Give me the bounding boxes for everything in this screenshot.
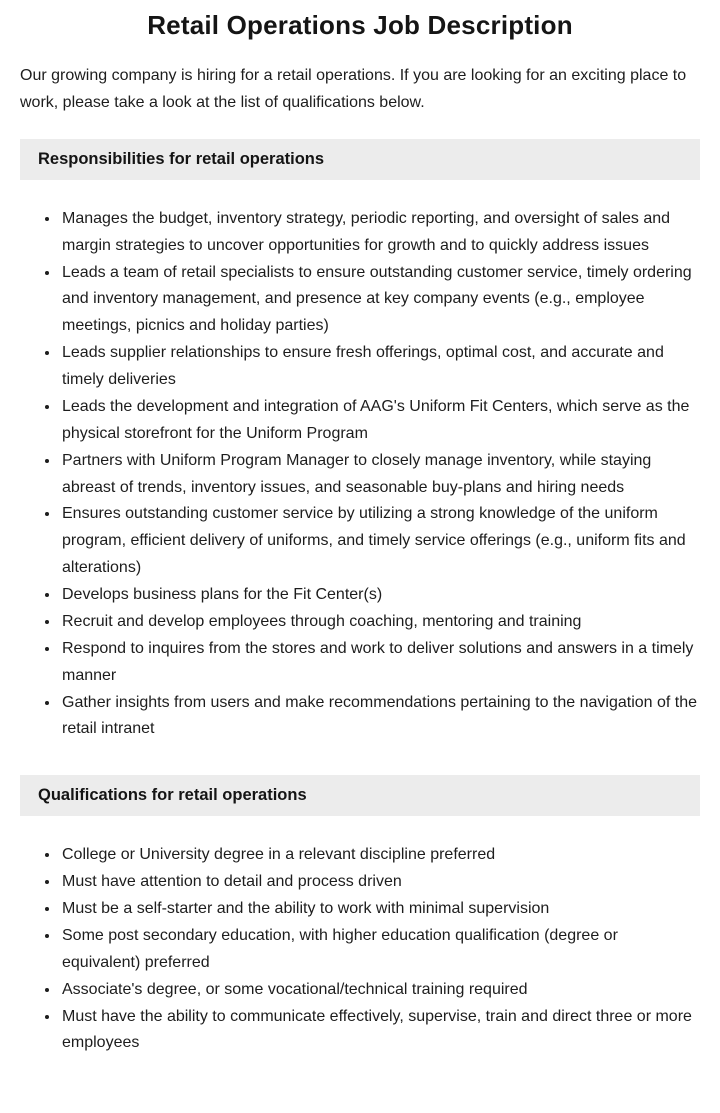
qualifications-section-header: Qualifications for retail operations [20, 775, 700, 816]
list-item: • Must be a self-starter and the ability to work with minimal supervision [60, 896, 700, 923]
responsibilities-section-header: Responsibilities for retail operations [20, 139, 700, 180]
list-item: • Associate's degree, or some vocational/technical training required [60, 977, 700, 1004]
list-item: • Must have attention to detail and process driven [60, 869, 700, 896]
qualifications-list [20, 842, 700, 1057]
list-item: • College or University degree in a relevant discipline preferred [60, 842, 700, 869]
page-title: Retail Operations Job Description [147, 10, 573, 40]
intro-text: Our growing company is hiring for a retail operations. If you are looking for an exciting place to work, please take a look at the list of qualifications below. [20, 67, 687, 111]
list-item: • Respond to inquires from the stores and work to deliver solutions and answers in a timely manner [60, 636, 700, 690]
list-item: • Leads supplier relationships to ensure fresh offerings, optimal cost, and accurate and timely deliveries [60, 340, 700, 394]
list-item: • Must have the ability to communicate effectively, supervise, train and direct three or more employees [60, 1004, 700, 1058]
responsibilities-list [20, 206, 700, 744]
list-item: • Recruit and develop employees through coaching, mentoring and training [60, 609, 700, 636]
list-item: • Ensures outstanding customer service by utilizing a strong knowledge of the uniform program, efficient delivery of uniforms, and timely service offerings (e.g., uniform fits and alterations) [60, 501, 700, 582]
list-item: • Gather insights from users and make recommendations pertaining to the navigation of the retail intranet [60, 690, 700, 744]
list-item: • Develops business plans for the Fit Center(s) [60, 582, 700, 609]
list-item: • Some post secondary education, with higher education qualification (degree or equivalent) preferred [60, 923, 700, 977]
list-item: • Leads the development and integration of AAG's Uniform Fit Centers, which serve as the physical storefront for the Uniform Program [60, 394, 700, 448]
list-item: • Manages the budget, inventory strategy, periodic reporting, and oversight of sales and margin strategies to uncover opportunities for growth and to quickly address issues [60, 206, 700, 260]
list-item: • Partners with Uniform Program Manager to closely manage inventory, while staying abreast of trends, inventory issues, and seasonable buy-plans and hiring needs [60, 448, 700, 502]
list-item: • Leads a team of retail specialists to ensure outstanding customer service, timely ordering and inventory management, and presence at key company events (e.g., employee meetings, picnics and holiday parties) [60, 260, 700, 341]
